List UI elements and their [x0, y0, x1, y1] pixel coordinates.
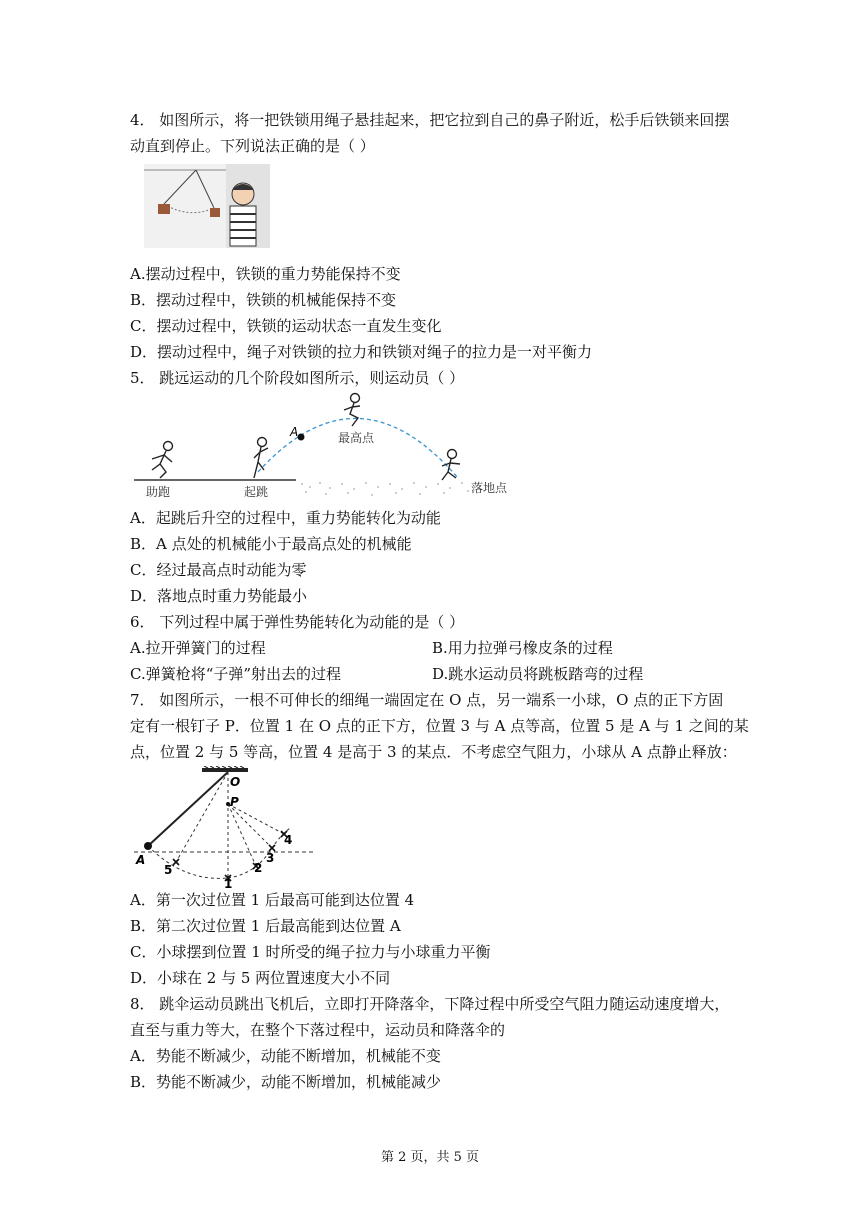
q7-stem-line1: 7． 如图所示，一根不可伸长的细绳一端固定在 O 点，另一端系一小球，O 点的正下方固 [130, 691, 724, 709]
point-p-label: P [230, 795, 239, 809]
pendulum-nail-figure [130, 766, 320, 890]
highest-point-label: 最高点 [338, 431, 375, 445]
takeoff-label: 起跳 [244, 485, 269, 499]
position-2-label: 2 [254, 861, 263, 875]
q7-option-c: C．小球摆到位置 1 时所受的绳子拉力与小球重力平衡 [130, 943, 491, 961]
q7-option-b: B．第二次过位置 1 后最高能到达位置 A [130, 917, 401, 935]
landing-point-label: 落地点 [471, 481, 508, 495]
long-jump-figure [130, 392, 530, 502]
q8-stem-line2: 直至与重力等大，在整个下落过程中，运动员和降落伞的 [130, 1021, 506, 1039]
point-a-label: A [136, 853, 146, 867]
q6-option-c: C.弹簧枪将“子弹”射出去的过程 [130, 665, 342, 683]
q5-option-a: A．起跳后升空的过程中，重力势能转化为动能 [130, 509, 441, 527]
q7-option-d: D．小球在 2 与 5 两位置速度大小不同 [130, 969, 391, 987]
q5-option-c: C．经过最高点时动能为零 [130, 561, 307, 579]
q6-option-b: B.用力拉弹弓橡皮条的过程 [432, 639, 613, 657]
q7-option-a: A．第一次过位置 1 后最高可能到达位置 4 [130, 891, 415, 909]
q5-option-b: B．A 点处的机械能小于最高点处的机械能 [130, 535, 412, 553]
position-5-label: 5 [164, 863, 173, 877]
position-1-label: 1 [224, 877, 233, 890]
q8-option-b: B．势能不断减少，动能不断增加，机械能减少 [130, 1073, 442, 1091]
point-o-label: O [230, 775, 241, 789]
q4-option-b: B．摆动过程中，铁锁的机械能保持不变 [130, 291, 397, 309]
run-label: 助跑 [146, 485, 171, 499]
iron-lock-pendulum-figure [144, 164, 270, 248]
point-a-label: A [290, 425, 299, 439]
q7-stem-line3: 点，位置 2 与 5 等高，位置 4 是高于 3 的某点．不考虑空气阻力，小球从 A 点静止释放： [130, 743, 737, 761]
q6-stem: 6． 下列过程中属于弹性势能转化为动能的是（ ） [130, 613, 465, 631]
q6-option-a: A.拉开弹簧门的过程 [130, 639, 266, 657]
q4-option-d: D．摆动过程中，绳子对铁锁的拉力和铁锁对绳子的拉力是一对平衡力 [130, 343, 593, 361]
q7-stem-line2: 定有一根钉子 P．位置 1 在 O 点的正下方，位置 3 与 A 点等高，位置 5 是 A 与 1 之间的某 [130, 717, 749, 735]
q6-option-d: D.跳水运动员将跳板踏弯的过程 [432, 665, 644, 683]
q8-option-a: A．势能不断减少，动能不断增加，机械能不变 [130, 1047, 441, 1065]
position-4-label: 4 [284, 833, 293, 847]
page-footer: 第 2 页，共 5 页 [380, 1150, 480, 1165]
q5-stem: 5． 跳远运动的几个阶段如图所示，则运动员（ ） [130, 369, 465, 387]
q4-option-a: A.摆动过程中，铁锁的重力势能保持不变 [130, 265, 401, 283]
q5-option-d: D．落地点时重力势能最小 [130, 587, 308, 605]
q4-stem-line1: 4． 如图所示，将一把铁锁用绳子悬挂起来，把它拉到自己的鼻子附近，松手后铁锁来回摆 [130, 111, 730, 129]
q4-option-c: C．摆动过程中，铁锁的运动状态一直发生变化 [130, 317, 442, 335]
position-3-label: 3 [266, 851, 275, 865]
q8-stem-line1: 8． 跳伞运动员跳出飞机后，立即打开降落伞，下降过程中所受空气阻力随运动速度增大， [130, 995, 730, 1013]
q4-stem-line2: 动直到停止。下列说法正确的是（ ） [130, 137, 375, 155]
